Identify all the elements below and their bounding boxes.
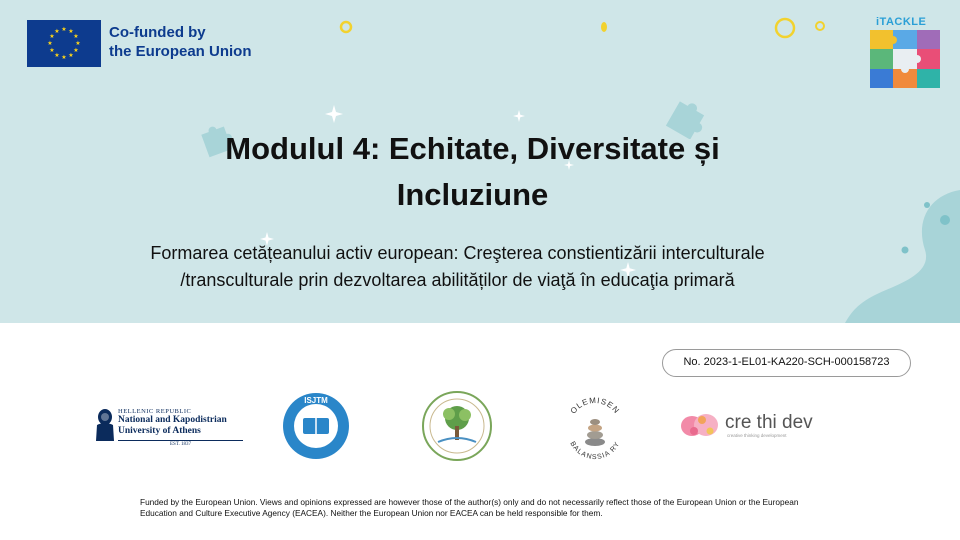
crethidev-brain-icon [680, 412, 720, 440]
svg-text:OLEMISEN [569, 396, 622, 416]
eu-flag-icon [27, 20, 101, 67]
subtitle-line-1: Formarea cetățeanului activ european: Creşterea constientizării interculturale [150, 243, 765, 263]
deco-ring-small-icon [338, 19, 354, 35]
page-title [100, 126, 845, 218]
olemisen-bottom-text: BALANSSIA RY [568, 440, 622, 462]
svg-text:★: ★ [49, 33, 55, 40]
uoa-line-1: HELLENIC REPUBLIC [118, 408, 192, 415]
uoa-athena-icon [94, 407, 116, 441]
crethidev-logo-text: cre thi dev [725, 412, 813, 433]
uoa-est: EST. 1837 [118, 440, 243, 447]
eu-disclaimer-text: Funded by the European Union. Views and opinions expressed are however those of the author(s) only and do not necessarily reflect those of the European Union or the European Education and Culture Executive Agency (EACEA). Neither the European Union nor EACEA can be held responsible for them. [140, 497, 799, 518]
uoa-logo-text [118, 408, 243, 447]
isjtm-logo-icon [281, 390, 351, 462]
page-subtitle [60, 240, 855, 294]
svg-text:★: ★ [54, 52, 60, 59]
svg-text:★: ★ [47, 40, 53, 47]
deco-ring-tiny-icon [813, 19, 827, 33]
uoa-line-2: National and Kapodistrian [118, 415, 227, 425]
eu-line-1: Co-funded by [109, 24, 206, 41]
svg-text:★: ★ [73, 47, 79, 54]
itackle-puzzle-logo-icon [870, 30, 940, 88]
olemisen-balanssia-logo-icon [560, 392, 630, 464]
svg-text:★: ★ [61, 54, 67, 61]
subtitle-line-2: /transculturale prin dezvoltarea abilităților de viaţă în educaţia primară [180, 270, 735, 290]
svg-text:★: ★ [73, 33, 79, 40]
olemisen-top-text: OLEMISEN [568, 395, 622, 416]
title-line-1: Modulul 4: Echitate, Diversitate și [225, 131, 720, 166]
svg-text:★: ★ [61, 26, 67, 33]
sparkle-icon [513, 110, 525, 122]
crethidev-tagline: creative thinking development [727, 433, 787, 438]
deco-ring-large-icon [773, 16, 797, 40]
isjtm-label: ISJTM [304, 396, 328, 405]
sparkle-icon [325, 105, 343, 123]
svg-text:★: ★ [68, 28, 74, 35]
eu-cofunded-text [109, 23, 252, 61]
school-tree-logo-icon [420, 390, 494, 462]
title-line-2: Incluziune [396, 177, 549, 212]
itackle-logo-label: iTACKLE [876, 16, 927, 28]
svg-text:★: ★ [75, 40, 81, 47]
svg-text:★: ★ [54, 28, 60, 35]
uoa-line-3: University of Athens [118, 426, 201, 436]
eu-line-2: the European Union [109, 43, 252, 60]
svg-text:★: ★ [49, 47, 55, 54]
deco-halfmoon-icon [598, 19, 610, 35]
project-number-badge: No. 2023-1-EL01-KA220-SCH-000158723 [662, 349, 911, 377]
svg-text:★: ★ [68, 52, 74, 59]
